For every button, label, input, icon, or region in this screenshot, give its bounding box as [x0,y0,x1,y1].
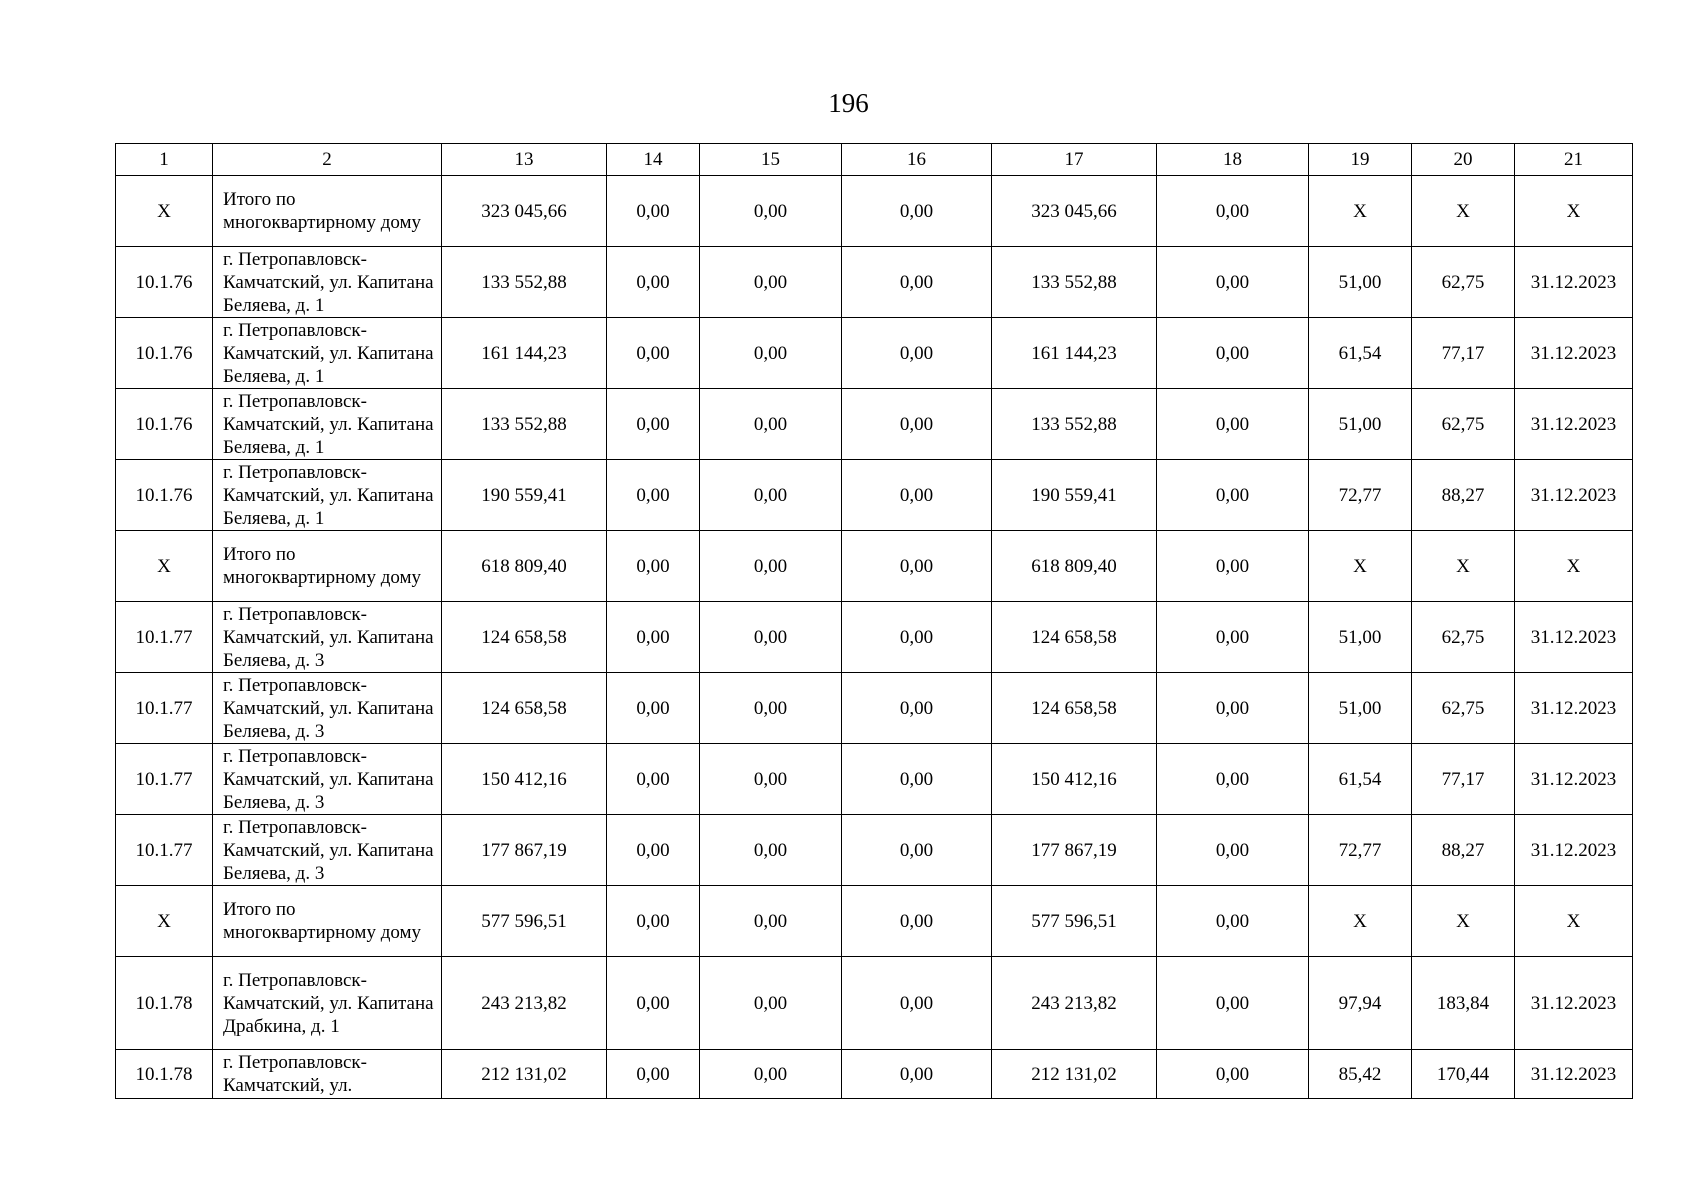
value-cell: 0,00 [607,602,700,673]
row-number-cell: 10.1.76 [116,318,213,389]
date-cell: 31.12.2023 [1515,744,1633,815]
value-cell: 0,00 [607,815,700,886]
table-row [116,460,1633,531]
value-cell: 323 045,66 [992,176,1157,247]
value-cell: 150 412,16 [992,744,1157,815]
date-cell: 31.12.2023 [1515,389,1633,460]
value-cell: 190 559,41 [442,460,607,531]
value-cell: 0,00 [842,602,992,673]
row-number-cell: 10.1.78 [116,1050,213,1099]
value-cell: 124 658,58 [442,602,607,673]
value-cell: Х [1309,176,1412,247]
value-cell: 0,00 [1157,389,1309,460]
value-cell: 177 867,19 [992,815,1157,886]
header-cell: 21 [1515,144,1633,176]
value-cell: 0,00 [842,176,992,247]
value-cell: 323 045,66 [442,176,607,247]
value-cell: 97,94 [1309,957,1412,1050]
value-cell: 0,00 [607,886,700,957]
value-cell: 0,00 [1157,460,1309,531]
value-cell: 0,00 [607,744,700,815]
value-cell: 618 809,40 [992,531,1157,602]
address-cell: г. Петропавловск-Камчатский, ул. Капитана Беляева, д. 3 [213,673,442,744]
value-cell: 0,00 [607,389,700,460]
value-cell: 0,00 [1157,673,1309,744]
value-cell: 0,00 [1157,1050,1309,1099]
value-cell: 190 559,41 [992,460,1157,531]
date-cell: 31.12.2023 [1515,957,1633,1050]
value-cell: 0,00 [700,957,842,1050]
value-cell: 0,00 [607,460,700,531]
table-body [116,176,1633,1099]
value-cell: 212 131,02 [442,1050,607,1099]
address-cell: Итого по многоквартирному дому [213,176,442,247]
value-cell: 62,75 [1412,673,1515,744]
table-row [116,247,1633,318]
table-row [116,318,1633,389]
value-cell: 0,00 [842,389,992,460]
value-cell: 0,00 [607,673,700,744]
value-cell: 0,00 [842,1050,992,1099]
value-cell: 77,17 [1412,744,1515,815]
value-cell: 0,00 [1157,815,1309,886]
row-number-cell: 10.1.77 [116,673,213,744]
value-cell: 51,00 [1309,389,1412,460]
value-cell: 0,00 [842,957,992,1050]
address-cell: г. Петропавловск-Камчатский, ул. Капитана Беляева, д. 3 [213,815,442,886]
value-cell: 61,54 [1309,318,1412,389]
table-row [116,389,1633,460]
date-cell: Х [1515,886,1633,957]
header-cell: 1 [116,144,213,176]
date-cell: 31.12.2023 [1515,1050,1633,1099]
value-cell: 88,27 [1412,815,1515,886]
value-cell: 0,00 [842,531,992,602]
table-row [116,531,1633,602]
value-cell: 0,00 [1157,176,1309,247]
value-cell: 0,00 [1157,531,1309,602]
address-cell: Итого по многоквартирному дому [213,531,442,602]
value-cell: 577 596,51 [992,886,1157,957]
value-cell: Х [1412,176,1515,247]
value-cell: 0,00 [842,673,992,744]
header-cell: 15 [700,144,842,176]
value-cell: 133 552,88 [442,389,607,460]
row-number-cell: Х [116,176,213,247]
header-cell: 14 [607,144,700,176]
date-cell: Х [1515,176,1633,247]
row-number-cell: 10.1.76 [116,247,213,318]
table-row [116,176,1633,247]
value-cell: 0,00 [842,460,992,531]
value-cell: 0,00 [842,886,992,957]
value-cell: 0,00 [700,176,842,247]
value-cell: 133 552,88 [992,247,1157,318]
address-cell: Итого по многоквартирному дому [213,886,442,957]
value-cell: 150 412,16 [442,744,607,815]
value-cell: 0,00 [607,176,700,247]
table-header [116,144,1633,176]
value-cell: Х [1309,886,1412,957]
date-cell: 31.12.2023 [1515,247,1633,318]
row-number-cell: 10.1.77 [116,602,213,673]
value-cell: 0,00 [700,531,842,602]
data-table [115,143,1633,1099]
value-cell: 0,00 [1157,744,1309,815]
value-cell: 62,75 [1412,389,1515,460]
value-cell: 133 552,88 [992,389,1157,460]
address-cell: г. Петропавловск-Камчатский, ул. Капитана Беляева, д. 1 [213,389,442,460]
header-cell: 17 [992,144,1157,176]
value-cell: 177 867,19 [442,815,607,886]
value-cell: 0,00 [842,815,992,886]
value-cell: 243 213,82 [992,957,1157,1050]
table-row [116,1050,1633,1099]
value-cell: 62,75 [1412,247,1515,318]
value-cell: Х [1412,886,1515,957]
value-cell: 0,00 [700,886,842,957]
value-cell: 124 658,58 [992,602,1157,673]
value-cell: 0,00 [1157,247,1309,318]
value-cell: 183,84 [1412,957,1515,1050]
value-cell: Х [1412,531,1515,602]
header-cell: 2 [213,144,442,176]
address-cell: г. Петропавловск-Камчатский, ул. [213,1050,442,1099]
header-cell: 16 [842,144,992,176]
address-cell: г. Петропавловск-Камчатский, ул. Капитана Беляева, д. 3 [213,744,442,815]
value-cell: 0,00 [1157,886,1309,957]
value-cell: 577 596,51 [442,886,607,957]
value-cell: 0,00 [607,1050,700,1099]
value-cell: 0,00 [842,247,992,318]
value-cell: 0,00 [607,531,700,602]
date-cell: 31.12.2023 [1515,460,1633,531]
value-cell: 0,00 [700,247,842,318]
table-row [116,886,1633,957]
value-cell: 0,00 [842,318,992,389]
date-cell: 31.12.2023 [1515,318,1633,389]
value-cell: 0,00 [1157,602,1309,673]
value-cell: 72,77 [1309,460,1412,531]
table-row [116,673,1633,744]
value-cell: 0,00 [842,744,992,815]
header-cell: 18 [1157,144,1309,176]
value-cell: 62,75 [1412,602,1515,673]
value-cell: 124 658,58 [442,673,607,744]
row-number-cell: Х [116,886,213,957]
row-number-cell: 10.1.77 [116,815,213,886]
value-cell: 61,54 [1309,744,1412,815]
table-row [116,815,1633,886]
value-cell: 0,00 [1157,957,1309,1050]
value-cell: 0,00 [700,815,842,886]
value-cell: 85,42 [1309,1050,1412,1099]
table-row [116,957,1633,1050]
value-cell: 243 213,82 [442,957,607,1050]
header-cell: 13 [442,144,607,176]
address-cell: г. Петропавловск-Камчатский, ул. Капитана Беляева, д. 1 [213,318,442,389]
row-number-cell: 10.1.76 [116,389,213,460]
value-cell: 0,00 [607,957,700,1050]
date-cell: 31.12.2023 [1515,673,1633,744]
address-cell: г. Петропавловск-Камчатский, ул. Капитана Беляева, д. 1 [213,247,442,318]
value-cell: 161 144,23 [992,318,1157,389]
value-cell: 0,00 [700,389,842,460]
date-cell: Х [1515,531,1633,602]
value-cell: 0,00 [607,247,700,318]
value-cell: 51,00 [1309,602,1412,673]
value-cell: 0,00 [700,318,842,389]
header-cell: 20 [1412,144,1515,176]
value-cell: 133 552,88 [442,247,607,318]
value-cell: Х [1309,531,1412,602]
address-cell: г. Петропавловск-Камчатский, ул. Капитана Драбкина, д. 1 [213,957,442,1050]
value-cell: 51,00 [1309,247,1412,318]
address-cell: г. Петропавловск-Камчатский, ул. Капитана Беляева, д. 1 [213,460,442,531]
value-cell: 72,77 [1309,815,1412,886]
value-cell: 0,00 [700,673,842,744]
value-cell: 0,00 [700,602,842,673]
row-number-cell: 10.1.77 [116,744,213,815]
row-number-cell: 10.1.76 [116,460,213,531]
value-cell: 77,17 [1412,318,1515,389]
value-cell: 88,27 [1412,460,1515,531]
date-cell: 31.12.2023 [1515,602,1633,673]
table-row [116,744,1633,815]
table-row [116,602,1633,673]
value-cell: 161 144,23 [442,318,607,389]
row-number-cell: Х [116,531,213,602]
header-row [116,144,1633,176]
value-cell: 0,00 [700,744,842,815]
value-cell: 0,00 [607,318,700,389]
value-cell: 0,00 [700,1050,842,1099]
value-cell: 0,00 [1157,318,1309,389]
value-cell: 124 658,58 [992,673,1157,744]
value-cell: 0,00 [700,460,842,531]
value-cell: 170,44 [1412,1050,1515,1099]
date-cell: 31.12.2023 [1515,815,1633,886]
value-cell: 51,00 [1309,673,1412,744]
address-cell: г. Петропавловск-Камчатский, ул. Капитана Беляева, д. 3 [213,602,442,673]
value-cell: 212 131,02 [992,1050,1157,1099]
value-cell: 618 809,40 [442,531,607,602]
page-number: 196 [828,88,869,118]
row-number-cell: 10.1.78 [116,957,213,1050]
header-cell: 19 [1309,144,1412,176]
